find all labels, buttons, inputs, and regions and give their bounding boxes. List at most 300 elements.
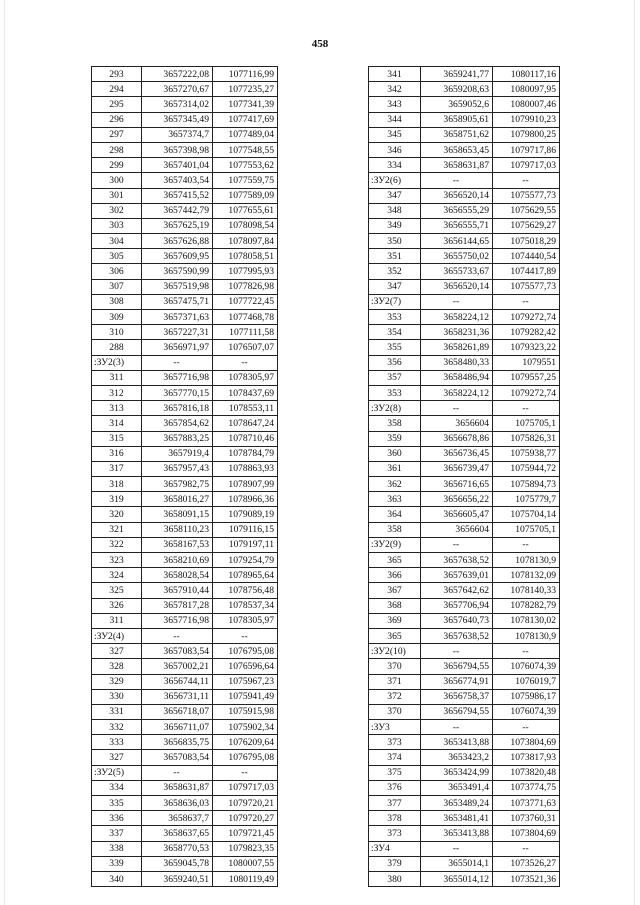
table-row [369,553,560,568]
point-number-cell: 310 [92,325,142,340]
table-row [369,826,560,841]
point-number-cell: 305 [92,249,142,264]
x-coordinate-cell: -- [142,628,213,643]
point-number-cell: 311 [92,370,142,385]
x-coordinate-cell: 3657816,18 [142,401,213,416]
table-row [369,856,560,871]
y-coordinate-cell: 1079272,74 [493,310,560,325]
x-coordinate-cell: 3657642,62 [421,583,493,598]
table-row [369,568,560,583]
table-row [92,856,278,871]
table-row [369,644,560,659]
x-coordinate-cell: 3657957,43 [142,461,213,476]
y-coordinate-cell: 1079720,27 [213,811,278,826]
table-row [369,537,560,552]
point-number-cell: :ЗУ2(4) [92,628,142,643]
table-row [369,325,560,340]
table-row [92,537,278,552]
point-number-cell: :ЗУ3 [369,720,421,735]
x-coordinate-cell: 3653424,99 [421,765,493,780]
table-row [92,461,278,476]
point-number-cell: 334 [92,780,142,795]
point-number-cell: 334 [369,158,421,173]
table-row [92,264,278,279]
y-coordinate-cell: 1075779,7 [493,492,560,507]
x-coordinate-cell: -- [142,765,213,780]
table-row [92,188,278,203]
x-coordinate-cell: 3657475,71 [142,294,213,309]
x-coordinate-cell: -- [421,401,493,416]
y-coordinate-cell: 1075705,1 [493,416,560,431]
y-coordinate-cell: 1078647,24 [213,416,278,431]
point-number-cell: 298 [92,142,142,157]
x-coordinate-cell: 3657638,52 [421,553,493,568]
y-coordinate-cell: 1078305,97 [213,613,278,628]
y-coordinate-cell: 1076209,64 [213,735,278,750]
y-coordinate-cell: 1074417,89 [493,264,560,279]
x-coordinate-cell: 3657083,54 [142,644,213,659]
table-row [369,871,560,886]
point-number-cell: 344 [369,112,421,127]
x-coordinate-cell: 3658091,15 [142,507,213,522]
x-coordinate-cell: 3656711,07 [142,720,213,735]
point-number-cell: 302 [92,203,142,218]
point-number-cell: 355 [369,340,421,355]
table-row [369,492,560,507]
y-coordinate-cell: 1075705,1 [493,522,560,537]
table-row [369,720,560,735]
table-row [369,142,560,157]
point-number-cell: 326 [92,598,142,613]
y-coordinate-cell: -- [493,173,560,188]
point-number-cell: 346 [369,142,421,157]
x-coordinate-cell: 3658016,27 [142,492,213,507]
x-coordinate-cell: 3656604 [421,522,493,537]
point-number-cell: 341 [369,67,421,82]
coordinates-table-left [91,66,278,887]
y-coordinate-cell: -- [213,355,278,370]
point-number-cell: 365 [369,553,421,568]
y-coordinate-cell: 1080097,95 [493,82,560,97]
table-row [92,583,278,598]
y-coordinate-cell: 1076795,08 [213,644,278,659]
y-coordinate-cell: 1078966,36 [213,492,278,507]
x-coordinate-cell: 3659208,63 [421,82,493,97]
x-coordinate-cell: -- [421,644,493,659]
point-number-cell: 367 [369,583,421,598]
table-row [369,689,560,704]
table-row [92,294,278,309]
point-number-cell: 370 [369,704,421,719]
y-coordinate-cell: 1079823,35 [213,841,278,856]
table-row [92,689,278,704]
table-row [92,234,278,249]
point-number-cell: 369 [369,613,421,628]
point-number-cell: 360 [369,446,421,461]
table-row [92,811,278,826]
table-row [92,628,278,643]
x-coordinate-cell: -- [421,173,493,188]
y-coordinate-cell: 1073760,31 [493,811,560,826]
x-coordinate-cell: 3657883,25 [142,431,213,446]
table-row [369,401,560,416]
point-number-cell: 327 [92,750,142,765]
point-number-cell: 336 [92,811,142,826]
table-row [92,385,278,400]
point-number-cell: 330 [92,689,142,704]
y-coordinate-cell: 1078537,34 [213,598,278,613]
x-coordinate-cell: 3658770,53 [142,841,213,856]
table-row [92,659,278,674]
y-coordinate-cell: 1079116,15 [213,522,278,537]
point-number-cell: :ЗУ4 [369,841,421,856]
table-row [369,583,560,598]
point-number-cell: 307 [92,279,142,294]
x-coordinate-cell: 3658751,62 [421,127,493,142]
point-number-cell: 354 [369,325,421,340]
y-coordinate-cell: 1076795,08 [213,750,278,765]
x-coordinate-cell: 3656758,37 [421,689,493,704]
point-number-cell: 337 [92,826,142,841]
table-row [92,340,278,355]
table-row [92,127,278,142]
x-coordinate-cell: 3657910,44 [142,583,213,598]
x-coordinate-cell: 3656731,11 [142,689,213,704]
point-number-cell: 358 [369,522,421,537]
y-coordinate-cell: -- [493,720,560,735]
y-coordinate-cell: 1078437,69 [213,385,278,400]
y-coordinate-cell: 1077468,78 [213,310,278,325]
table-row [92,355,278,370]
y-coordinate-cell: 1077489,04 [213,127,278,142]
table-row [369,97,560,112]
point-number-cell: 343 [369,97,421,112]
point-number-cell: 370 [369,659,421,674]
y-coordinate-cell: 1075944,72 [493,461,560,476]
point-number-cell: 363 [369,492,421,507]
table-row [92,431,278,446]
table-row [92,720,278,735]
table-row [369,188,560,203]
y-coordinate-cell: 1079197,11 [213,537,278,552]
y-coordinate-cell: 1077995,93 [213,264,278,279]
x-coordinate-cell: 3656144,65 [421,234,493,249]
table-row [92,97,278,112]
x-coordinate-cell: 3653489,24 [421,796,493,811]
y-coordinate-cell: 1078756,48 [213,583,278,598]
y-coordinate-cell: 1075704,14 [493,507,560,522]
x-coordinate-cell: 3658210,69 [142,553,213,568]
point-number-cell: :ЗУ2(9) [369,537,421,552]
y-coordinate-cell: 1078553,11 [213,401,278,416]
x-coordinate-cell: 3657817,28 [142,598,213,613]
x-coordinate-cell: 3656520,14 [421,279,493,294]
point-number-cell: 296 [92,112,142,127]
x-coordinate-cell: 3658231,36 [421,325,493,340]
x-coordinate-cell: 3657270,67 [142,82,213,97]
x-coordinate-cell: 3657590,99 [142,264,213,279]
x-coordinate-cell: 3656794,55 [421,659,493,674]
table-row [92,492,278,507]
table-row [369,628,560,643]
y-coordinate-cell: 1080119,49 [213,871,278,886]
table-row [92,67,278,82]
page-number: 458 [311,38,329,50]
y-coordinate-cell: 1078130,9 [493,553,560,568]
point-number-cell: 306 [92,264,142,279]
point-number-cell: 371 [369,674,421,689]
point-number-cell: 359 [369,431,421,446]
x-coordinate-cell: 3659241,77 [421,67,493,82]
table-row [92,446,278,461]
point-number-cell: 375 [369,765,421,780]
table-row [92,522,278,537]
x-coordinate-cell: 3653491,4 [421,780,493,795]
point-number-cell: 373 [369,735,421,750]
point-number-cell: 319 [92,492,142,507]
point-number-cell: 351 [369,249,421,264]
point-number-cell: 362 [369,477,421,492]
table-row [369,294,560,309]
x-coordinate-cell: 3656744,11 [142,674,213,689]
y-coordinate-cell: -- [493,401,560,416]
point-number-cell: 324 [92,568,142,583]
point-number-cell: 377 [369,796,421,811]
x-coordinate-cell: 3653481,41 [421,811,493,826]
point-number-cell: :ЗУ2(3) [92,355,142,370]
point-number-cell: 318 [92,477,142,492]
y-coordinate-cell: 1079557,25 [493,370,560,385]
x-coordinate-cell: 3657227,31 [142,325,213,340]
point-number-cell: 342 [369,82,421,97]
table-row [92,401,278,416]
y-coordinate-cell: 1078132,09 [493,568,560,583]
x-coordinate-cell: 3657716,98 [142,613,213,628]
y-coordinate-cell: -- [493,294,560,309]
x-coordinate-cell: 3657374,7 [142,127,213,142]
table-row [369,264,560,279]
point-number-cell: 376 [369,780,421,795]
x-coordinate-cell: -- [421,841,493,856]
x-coordinate-cell: 3656605,47 [421,507,493,522]
point-number-cell: 380 [369,871,421,886]
point-number-cell: :ЗУ2(5) [92,765,142,780]
y-coordinate-cell: 1079323,22 [493,340,560,355]
table-row [369,310,560,325]
y-coordinate-cell: 1075902,34 [213,720,278,735]
x-coordinate-cell: 3657083,54 [142,750,213,765]
y-coordinate-cell: 1077111,58 [213,325,278,340]
point-number-cell: 333 [92,735,142,750]
x-coordinate-cell: 3656716,65 [421,477,493,492]
y-coordinate-cell: 1079551 [493,355,560,370]
x-coordinate-cell: -- [421,720,493,735]
y-coordinate-cell: 1074440,54 [493,249,560,264]
y-coordinate-cell: 1075629,27 [493,218,560,233]
x-coordinate-cell: 3658905,61 [421,112,493,127]
point-number-cell: :ЗУ2(6) [369,173,421,188]
y-coordinate-cell: 1078282,79 [493,598,560,613]
y-coordinate-cell: 1079282,42 [493,325,560,340]
point-number-cell: 295 [92,97,142,112]
table-row [92,568,278,583]
y-coordinate-cell: 1077341,39 [213,97,278,112]
table-row [92,112,278,127]
x-coordinate-cell: 3657639,01 [421,568,493,583]
point-number-cell: :ЗУ2(8) [369,401,421,416]
scan-edge-right [634,0,635,905]
y-coordinate-cell: 1077417,69 [213,112,278,127]
x-coordinate-cell: 3658167,53 [142,537,213,552]
x-coordinate-cell: 3657401,04 [142,158,213,173]
point-number-cell: 314 [92,416,142,431]
table-row [92,674,278,689]
y-coordinate-cell: 1078097,84 [213,234,278,249]
table-row [369,67,560,82]
x-coordinate-cell: 3656604 [421,416,493,431]
x-coordinate-cell: 3657403,54 [142,173,213,188]
table-row [92,613,278,628]
table-row [92,750,278,765]
y-coordinate-cell: 1077559,75 [213,173,278,188]
y-coordinate-cell: 1073820,48 [493,765,560,780]
point-number-cell: 297 [92,127,142,142]
point-number-cell: 374 [369,750,421,765]
point-number-cell: 349 [369,218,421,233]
table-row [369,234,560,249]
table-row [92,826,278,841]
y-coordinate-cell: 1073526,27 [493,856,560,871]
x-coordinate-cell: 3657625,19 [142,218,213,233]
table-row [369,431,560,446]
table-row [92,477,278,492]
point-number-cell: 316 [92,446,142,461]
x-coordinate-cell: 3657415,52 [142,188,213,203]
table-row [92,765,278,780]
y-coordinate-cell: 1075826,31 [493,431,560,446]
y-coordinate-cell: 1077722,45 [213,294,278,309]
point-number-cell: 335 [92,796,142,811]
x-coordinate-cell: 3656656,22 [421,492,493,507]
x-coordinate-cell: 3658631,87 [421,158,493,173]
y-coordinate-cell: 1078130,02 [493,613,560,628]
y-coordinate-cell: 1077589,09 [213,188,278,203]
y-coordinate-cell: 1080007,46 [493,97,560,112]
point-number-cell: 340 [92,871,142,886]
y-coordinate-cell: 1075577,73 [493,279,560,294]
y-coordinate-cell: 1079910,23 [493,112,560,127]
y-coordinate-cell: 1077553,62 [213,158,278,173]
table-row [369,598,560,613]
y-coordinate-cell: 1077826,98 [213,279,278,294]
y-coordinate-cell: 1077548,55 [213,142,278,157]
x-coordinate-cell: 3658224,12 [421,310,493,325]
point-number-cell: 321 [92,522,142,537]
y-coordinate-cell: -- [213,628,278,643]
point-number-cell: 364 [369,507,421,522]
x-coordinate-cell: 3656718,07 [142,704,213,719]
y-coordinate-cell: 1073804,69 [493,826,560,841]
x-coordinate-cell: 3657345,49 [142,112,213,127]
point-number-cell: 345 [369,127,421,142]
table-row [369,811,560,826]
y-coordinate-cell: 1078130,9 [493,628,560,643]
y-coordinate-cell: 1079254,79 [213,553,278,568]
table-row [92,416,278,431]
y-coordinate-cell: 1075915,98 [213,704,278,719]
table-row [369,613,560,628]
table-row [369,507,560,522]
scan-edge-left [4,0,5,905]
y-coordinate-cell: 1080117,16 [493,67,560,82]
x-coordinate-cell: 3658110,23 [142,522,213,537]
x-coordinate-cell: 3658028,54 [142,568,213,583]
point-number-cell: 332 [92,720,142,735]
x-coordinate-cell: 3658631,87 [142,780,213,795]
table-row [369,112,560,127]
table-row [369,127,560,142]
y-coordinate-cell: 1078907,99 [213,477,278,492]
x-coordinate-cell: 3657770,15 [142,385,213,400]
table-row [369,173,560,188]
y-coordinate-cell: 1077235,27 [213,82,278,97]
x-coordinate-cell: 3655014,12 [421,871,493,886]
point-number-cell: 308 [92,294,142,309]
point-number-cell: 312 [92,385,142,400]
y-coordinate-cell: 1075629,55 [493,203,560,218]
point-number-cell: 352 [369,264,421,279]
table-row [92,841,278,856]
x-coordinate-cell: 3653413,88 [421,826,493,841]
x-coordinate-cell: 3657919,4 [142,446,213,461]
table-row [92,325,278,340]
x-coordinate-cell: 3656774,91 [421,674,493,689]
x-coordinate-cell: 3656678,86 [421,431,493,446]
y-coordinate-cell: 1079720,21 [213,796,278,811]
point-number-cell: 353 [369,310,421,325]
point-number-cell: 301 [92,188,142,203]
x-coordinate-cell: 3656835,75 [142,735,213,750]
point-number-cell: 294 [92,82,142,97]
table-row [92,704,278,719]
point-number-cell: 373 [369,826,421,841]
point-number-cell: 368 [369,598,421,613]
coordinates-table-right [368,66,560,887]
point-number-cell: 361 [369,461,421,476]
table-row [369,446,560,461]
table-row [92,507,278,522]
table-row [369,355,560,370]
x-coordinate-cell: 3657638,52 [421,628,493,643]
x-coordinate-cell: 3658637,65 [142,826,213,841]
y-coordinate-cell: 1073521,36 [493,871,560,886]
point-number-cell: 288 [92,340,142,355]
table-row [369,82,560,97]
x-coordinate-cell: 3655014,1 [421,856,493,871]
table-row [369,203,560,218]
y-coordinate-cell: 1073804,69 [493,735,560,750]
point-number-cell: 315 [92,431,142,446]
table-row [369,704,560,719]
table-row [369,249,560,264]
y-coordinate-cell: 1073771,63 [493,796,560,811]
y-coordinate-cell: 1078305,97 [213,370,278,385]
y-coordinate-cell: 1076074,39 [493,704,560,719]
table-row [92,173,278,188]
point-number-cell: 338 [92,841,142,856]
point-number-cell: 372 [369,689,421,704]
table-row [92,796,278,811]
